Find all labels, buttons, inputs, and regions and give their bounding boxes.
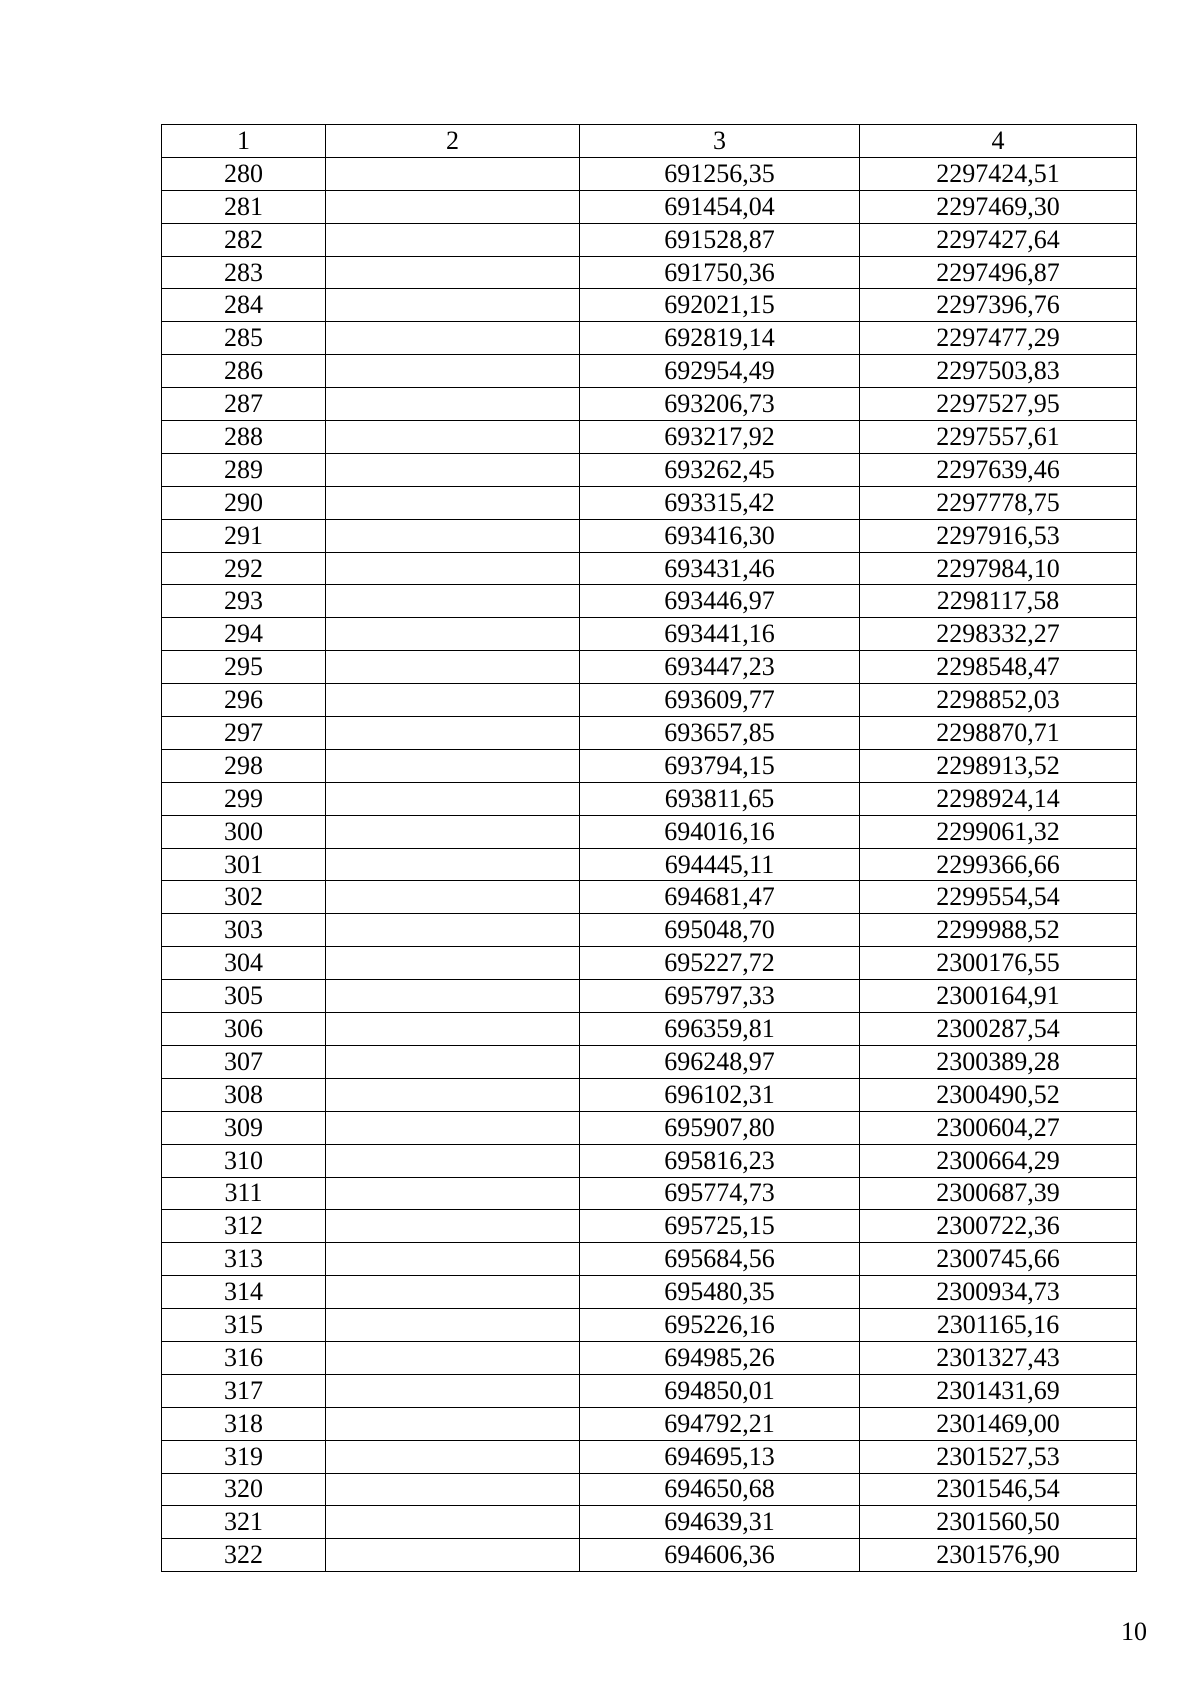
description-cell bbox=[326, 1407, 580, 1440]
point-number-cell: 302 bbox=[162, 881, 326, 914]
column-header-4: 4 bbox=[860, 125, 1137, 158]
table-row bbox=[162, 717, 1137, 750]
table-row bbox=[162, 881, 1137, 914]
description-cell bbox=[326, 486, 580, 519]
y-coordinate-cell: 2300934,73 bbox=[860, 1276, 1137, 1309]
description-cell bbox=[326, 1473, 580, 1506]
x-coordinate-cell: 694639,31 bbox=[580, 1506, 860, 1539]
description-cell bbox=[326, 980, 580, 1013]
description-cell bbox=[326, 1374, 580, 1407]
y-coordinate-cell: 2299061,32 bbox=[860, 815, 1137, 848]
x-coordinate-cell: 695725,15 bbox=[580, 1210, 860, 1243]
description-cell bbox=[326, 223, 580, 256]
y-coordinate-cell: 2300389,28 bbox=[860, 1045, 1137, 1078]
table-row bbox=[162, 355, 1137, 388]
description-cell bbox=[326, 881, 580, 914]
y-coordinate-cell: 2298332,27 bbox=[860, 618, 1137, 651]
x-coordinate-cell: 694650,68 bbox=[580, 1473, 860, 1506]
description-cell bbox=[326, 651, 580, 684]
table-row bbox=[162, 1440, 1137, 1473]
y-coordinate-cell: 2297916,53 bbox=[860, 519, 1137, 552]
description-cell bbox=[326, 519, 580, 552]
description-cell bbox=[326, 157, 580, 190]
x-coordinate-cell: 693416,30 bbox=[580, 519, 860, 552]
table-row bbox=[162, 1374, 1137, 1407]
description-cell bbox=[326, 1013, 580, 1046]
x-coordinate-cell: 693441,16 bbox=[580, 618, 860, 651]
y-coordinate-cell: 2297639,46 bbox=[860, 453, 1137, 486]
point-number-cell: 288 bbox=[162, 421, 326, 454]
description-cell bbox=[326, 1078, 580, 1111]
table-row bbox=[162, 552, 1137, 585]
y-coordinate-cell: 2297424,51 bbox=[860, 157, 1137, 190]
column-header-2: 2 bbox=[326, 125, 580, 158]
description-cell bbox=[326, 684, 580, 717]
table-row bbox=[162, 651, 1137, 684]
description-cell bbox=[326, 1341, 580, 1374]
point-number-cell: 313 bbox=[162, 1243, 326, 1276]
point-number-cell: 300 bbox=[162, 815, 326, 848]
x-coordinate-cell: 695684,56 bbox=[580, 1243, 860, 1276]
y-coordinate-cell: 2300745,66 bbox=[860, 1243, 1137, 1276]
table-row bbox=[162, 618, 1137, 651]
y-coordinate-cell: 2299554,54 bbox=[860, 881, 1137, 914]
y-coordinate-cell: 2300490,52 bbox=[860, 1078, 1137, 1111]
table-row bbox=[162, 585, 1137, 618]
table-row bbox=[162, 1045, 1137, 1078]
x-coordinate-cell: 693609,77 bbox=[580, 684, 860, 717]
point-number-cell: 321 bbox=[162, 1506, 326, 1539]
table-row bbox=[162, 1210, 1137, 1243]
table-row bbox=[162, 749, 1137, 782]
x-coordinate-cell: 694850,01 bbox=[580, 1374, 860, 1407]
description-cell bbox=[326, 848, 580, 881]
y-coordinate-cell: 2301165,16 bbox=[860, 1309, 1137, 1342]
table-row bbox=[162, 486, 1137, 519]
point-number-cell: 304 bbox=[162, 947, 326, 980]
point-number-cell: 284 bbox=[162, 289, 326, 322]
x-coordinate-cell: 694606,36 bbox=[580, 1539, 860, 1572]
y-coordinate-cell: 2301527,53 bbox=[860, 1440, 1137, 1473]
point-number-cell: 315 bbox=[162, 1309, 326, 1342]
point-number-cell: 293 bbox=[162, 585, 326, 618]
y-coordinate-cell: 2301560,50 bbox=[860, 1506, 1137, 1539]
point-number-cell: 312 bbox=[162, 1210, 326, 1243]
point-number-cell: 282 bbox=[162, 223, 326, 256]
y-coordinate-cell: 2298852,03 bbox=[860, 684, 1137, 717]
x-coordinate-cell: 696359,81 bbox=[580, 1013, 860, 1046]
description-cell bbox=[326, 322, 580, 355]
table-row bbox=[162, 1013, 1137, 1046]
table-row bbox=[162, 322, 1137, 355]
point-number-cell: 299 bbox=[162, 782, 326, 815]
description-cell bbox=[326, 1539, 580, 1572]
y-coordinate-cell: 2299988,52 bbox=[860, 914, 1137, 947]
x-coordinate-cell: 692021,15 bbox=[580, 289, 860, 322]
description-cell bbox=[326, 815, 580, 848]
description-cell bbox=[326, 190, 580, 223]
y-coordinate-cell: 2300687,39 bbox=[860, 1177, 1137, 1210]
table-row bbox=[162, 289, 1137, 322]
table-row bbox=[162, 914, 1137, 947]
point-number-cell: 316 bbox=[162, 1341, 326, 1374]
description-cell bbox=[326, 717, 580, 750]
x-coordinate-cell: 693262,45 bbox=[580, 453, 860, 486]
y-coordinate-cell: 2298924,14 bbox=[860, 782, 1137, 815]
point-number-cell: 314 bbox=[162, 1276, 326, 1309]
point-number-cell: 319 bbox=[162, 1440, 326, 1473]
x-coordinate-cell: 695797,33 bbox=[580, 980, 860, 1013]
x-coordinate-cell: 694016,16 bbox=[580, 815, 860, 848]
point-number-cell: 297 bbox=[162, 717, 326, 750]
point-number-cell: 283 bbox=[162, 256, 326, 289]
table-row bbox=[162, 388, 1137, 421]
x-coordinate-cell: 693794,15 bbox=[580, 749, 860, 782]
table-row bbox=[162, 1309, 1137, 1342]
x-coordinate-cell: 695774,73 bbox=[580, 1177, 860, 1210]
description-cell bbox=[326, 256, 580, 289]
point-number-cell: 318 bbox=[162, 1407, 326, 1440]
point-number-cell: 310 bbox=[162, 1144, 326, 1177]
description-cell bbox=[326, 782, 580, 815]
x-coordinate-cell: 695907,80 bbox=[580, 1111, 860, 1144]
x-coordinate-cell: 693315,42 bbox=[580, 486, 860, 519]
column-header-1: 1 bbox=[162, 125, 326, 158]
point-number-cell: 322 bbox=[162, 1539, 326, 1572]
table-row bbox=[162, 1276, 1137, 1309]
x-coordinate-cell: 693811,65 bbox=[580, 782, 860, 815]
x-coordinate-cell: 694445,11 bbox=[580, 848, 860, 881]
table-row bbox=[162, 256, 1137, 289]
y-coordinate-cell: 2301431,69 bbox=[860, 1374, 1137, 1407]
table-row bbox=[162, 1243, 1137, 1276]
y-coordinate-cell: 2298548,47 bbox=[860, 651, 1137, 684]
point-number-cell: 298 bbox=[162, 749, 326, 782]
point-number-cell: 317 bbox=[162, 1374, 326, 1407]
point-number-cell: 308 bbox=[162, 1078, 326, 1111]
table-row bbox=[162, 519, 1137, 552]
table-row bbox=[162, 157, 1137, 190]
point-number-cell: 307 bbox=[162, 1045, 326, 1078]
table-row bbox=[162, 1407, 1137, 1440]
table-row bbox=[162, 453, 1137, 486]
y-coordinate-cell: 2301576,90 bbox=[860, 1539, 1137, 1572]
table-row bbox=[162, 848, 1137, 881]
description-cell bbox=[326, 1506, 580, 1539]
description-cell bbox=[326, 749, 580, 782]
x-coordinate-cell: 695480,35 bbox=[580, 1276, 860, 1309]
description-cell bbox=[326, 1243, 580, 1276]
point-number-cell: 292 bbox=[162, 552, 326, 585]
y-coordinate-cell: 2297778,75 bbox=[860, 486, 1137, 519]
description-cell bbox=[326, 289, 580, 322]
x-coordinate-cell: 693446,97 bbox=[580, 585, 860, 618]
x-coordinate-cell: 695226,16 bbox=[580, 1309, 860, 1342]
x-coordinate-cell: 695048,70 bbox=[580, 914, 860, 947]
y-coordinate-cell: 2300287,54 bbox=[860, 1013, 1137, 1046]
point-number-cell: 289 bbox=[162, 453, 326, 486]
description-cell bbox=[326, 1309, 580, 1342]
table-row bbox=[162, 1539, 1137, 1572]
y-coordinate-cell: 2297396,76 bbox=[860, 289, 1137, 322]
x-coordinate-cell: 691528,87 bbox=[580, 223, 860, 256]
description-cell bbox=[326, 421, 580, 454]
point-number-cell: 286 bbox=[162, 355, 326, 388]
point-number-cell: 290 bbox=[162, 486, 326, 519]
description-cell bbox=[326, 1045, 580, 1078]
description-cell bbox=[326, 1210, 580, 1243]
x-coordinate-cell: 691256,35 bbox=[580, 157, 860, 190]
table-row bbox=[162, 1111, 1137, 1144]
description-cell bbox=[326, 618, 580, 651]
point-number-cell: 309 bbox=[162, 1111, 326, 1144]
point-number-cell: 306 bbox=[162, 1013, 326, 1046]
description-cell bbox=[326, 388, 580, 421]
description-cell bbox=[326, 355, 580, 388]
point-number-cell: 320 bbox=[162, 1473, 326, 1506]
y-coordinate-cell: 2297503,83 bbox=[860, 355, 1137, 388]
table-row bbox=[162, 1078, 1137, 1111]
table-row bbox=[162, 223, 1137, 256]
table-row bbox=[162, 1506, 1137, 1539]
y-coordinate-cell: 2297557,61 bbox=[860, 421, 1137, 454]
table-row bbox=[162, 782, 1137, 815]
point-number-cell: 280 bbox=[162, 157, 326, 190]
table-header-row bbox=[162, 125, 1137, 158]
point-number-cell: 291 bbox=[162, 519, 326, 552]
y-coordinate-cell: 2297496,87 bbox=[860, 256, 1137, 289]
x-coordinate-cell: 695227,72 bbox=[580, 947, 860, 980]
description-cell bbox=[326, 1177, 580, 1210]
description-cell bbox=[326, 947, 580, 980]
column-header-3: 3 bbox=[580, 125, 860, 158]
point-number-cell: 295 bbox=[162, 651, 326, 684]
y-coordinate-cell: 2300176,55 bbox=[860, 947, 1137, 980]
table-row bbox=[162, 1341, 1137, 1374]
table-row bbox=[162, 1473, 1137, 1506]
y-coordinate-cell: 2298870,71 bbox=[860, 717, 1137, 750]
description-cell bbox=[326, 552, 580, 585]
y-coordinate-cell: 2301546,54 bbox=[860, 1473, 1137, 1506]
point-number-cell: 311 bbox=[162, 1177, 326, 1210]
y-coordinate-cell: 2298913,52 bbox=[860, 749, 1137, 782]
table-row bbox=[162, 1144, 1137, 1177]
table-row bbox=[162, 421, 1137, 454]
point-number-cell: 287 bbox=[162, 388, 326, 421]
table-row bbox=[162, 815, 1137, 848]
x-coordinate-cell: 694792,21 bbox=[580, 1407, 860, 1440]
description-cell bbox=[326, 1440, 580, 1473]
y-coordinate-cell: 2297477,29 bbox=[860, 322, 1137, 355]
x-coordinate-cell: 696248,97 bbox=[580, 1045, 860, 1078]
x-coordinate-cell: 692819,14 bbox=[580, 322, 860, 355]
table-row bbox=[162, 980, 1137, 1013]
x-coordinate-cell: 691750,36 bbox=[580, 256, 860, 289]
point-number-cell: 296 bbox=[162, 684, 326, 717]
x-coordinate-cell: 691454,04 bbox=[580, 190, 860, 223]
table-row bbox=[162, 947, 1137, 980]
x-coordinate-cell: 693657,85 bbox=[580, 717, 860, 750]
y-coordinate-cell: 2300604,27 bbox=[860, 1111, 1137, 1144]
point-number-cell: 301 bbox=[162, 848, 326, 881]
y-coordinate-cell: 2300664,29 bbox=[860, 1144, 1137, 1177]
description-cell bbox=[326, 585, 580, 618]
y-coordinate-cell: 2297427,64 bbox=[860, 223, 1137, 256]
description-cell bbox=[326, 453, 580, 486]
x-coordinate-cell: 693217,92 bbox=[580, 421, 860, 454]
y-coordinate-cell: 2300722,36 bbox=[860, 1210, 1137, 1243]
y-coordinate-cell: 2300164,91 bbox=[860, 980, 1137, 1013]
y-coordinate-cell: 2299366,66 bbox=[860, 848, 1137, 881]
x-coordinate-cell: 695816,23 bbox=[580, 1144, 860, 1177]
point-number-cell: 305 bbox=[162, 980, 326, 1013]
x-coordinate-cell: 693431,46 bbox=[580, 552, 860, 585]
x-coordinate-cell: 693447,23 bbox=[580, 651, 860, 684]
y-coordinate-cell: 2297527,95 bbox=[860, 388, 1137, 421]
description-cell bbox=[326, 1144, 580, 1177]
table-body bbox=[162, 125, 1137, 1572]
y-coordinate-cell: 2301469,00 bbox=[860, 1407, 1137, 1440]
point-number-cell: 285 bbox=[162, 322, 326, 355]
table-row bbox=[162, 190, 1137, 223]
y-coordinate-cell: 2297984,10 bbox=[860, 552, 1137, 585]
point-number-cell: 303 bbox=[162, 914, 326, 947]
point-number-cell: 294 bbox=[162, 618, 326, 651]
x-coordinate-cell: 693206,73 bbox=[580, 388, 860, 421]
x-coordinate-cell: 694985,26 bbox=[580, 1341, 860, 1374]
page-number: 10 bbox=[1121, 1617, 1147, 1646]
x-coordinate-cell: 694681,47 bbox=[580, 881, 860, 914]
description-cell bbox=[326, 914, 580, 947]
point-number-cell: 281 bbox=[162, 190, 326, 223]
y-coordinate-cell: 2301327,43 bbox=[860, 1341, 1137, 1374]
description-cell bbox=[326, 1111, 580, 1144]
coordinates-table bbox=[161, 124, 1137, 1572]
y-coordinate-cell: 2297469,30 bbox=[860, 190, 1137, 223]
table-row bbox=[162, 684, 1137, 717]
x-coordinate-cell: 696102,31 bbox=[580, 1078, 860, 1111]
description-cell bbox=[326, 1276, 580, 1309]
x-coordinate-cell: 692954,49 bbox=[580, 355, 860, 388]
table-row bbox=[162, 1177, 1137, 1210]
y-coordinate-cell: 2298117,58 bbox=[860, 585, 1137, 618]
x-coordinate-cell: 694695,13 bbox=[580, 1440, 860, 1473]
